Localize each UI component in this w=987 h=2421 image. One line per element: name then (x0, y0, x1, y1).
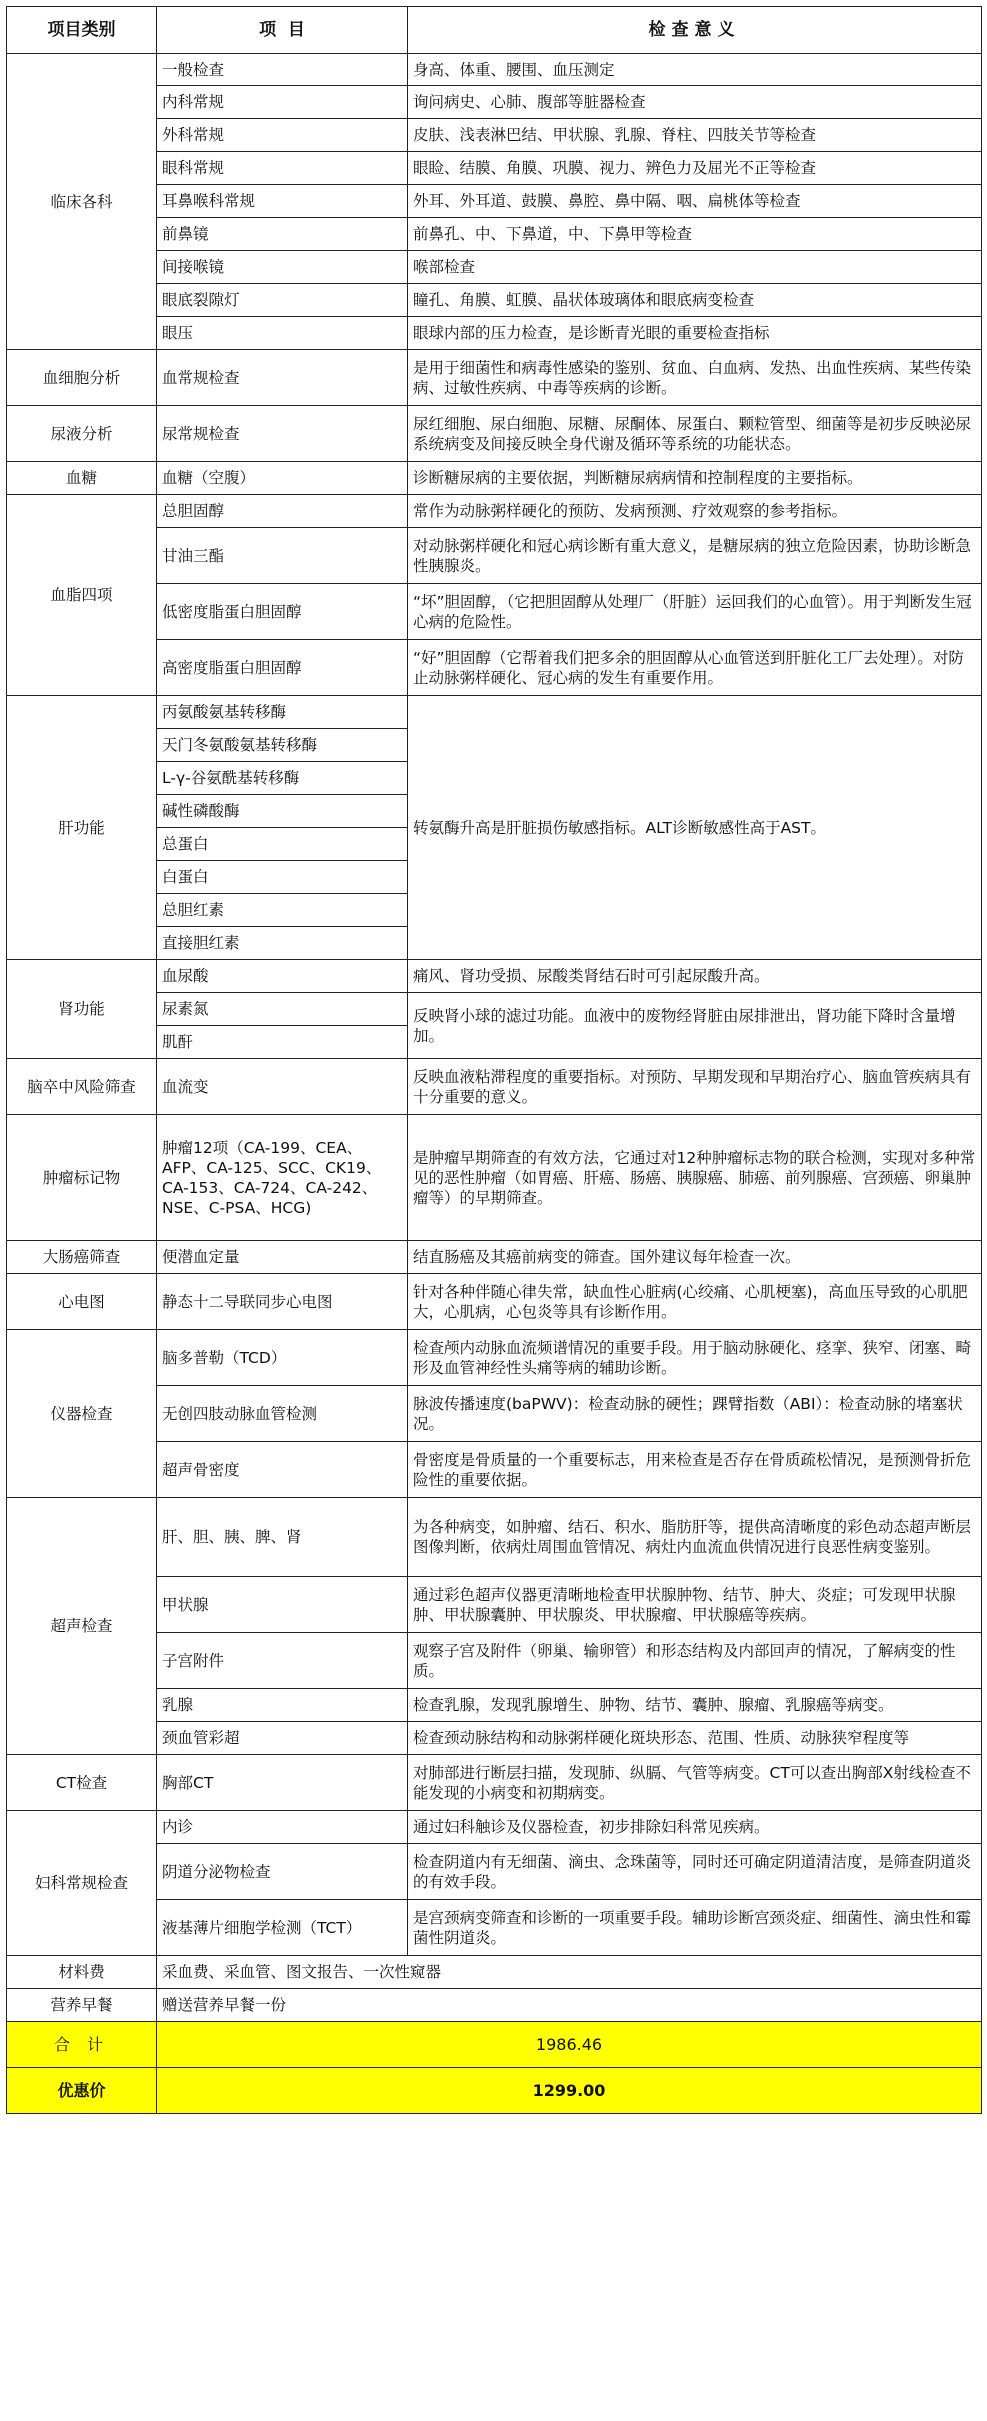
item-cell: 低密度脂蛋白胆固醇 (157, 584, 408, 640)
category-cell: 肿瘤标记物 (7, 1115, 157, 1241)
item-cell: 液基薄片细胞学检测（TCT） (157, 1900, 408, 1956)
meaning-cell: 外耳、外耳道、鼓膜、鼻腔、鼻中隔、咽、扁桃体等检查 (408, 185, 982, 218)
meaning-cell: 反映肾小球的滤过功能。血液中的废物经肾脏由尿排泄出，肾功能下降时含量增加。 (408, 993, 982, 1059)
category-cell: 超声检查 (7, 1498, 157, 1755)
item-cell: 眼科常规 (157, 152, 408, 185)
category-cell: 脑卒中风险筛查 (7, 1059, 157, 1115)
category-cell: 肝功能 (7, 696, 157, 960)
item-cell: 总蛋白 (157, 828, 408, 861)
meaning-cell: 对动脉粥样硬化和冠心病诊断有重大意义，是糖尿病的独立危险因素，协助诊断急性胰腺炎。 (408, 528, 982, 584)
item-cell: 碱性磷酸酶 (157, 795, 408, 828)
meaning-cell: 常作为动脉粥样硬化的预防、发病预测、疗效观察的参考指标。 (408, 495, 982, 528)
meaning-cell: 检查阴道内有无细菌、滴虫、念珠菌等，同时还可确定阴道清洁度，是筛查阴道炎的有效手段。 (408, 1844, 982, 1900)
item-cell: 胸部CT (157, 1755, 408, 1811)
meaning-cell: 身高、体重、腰围、血压测定 (408, 54, 982, 86)
category-cell: 血细胞分析 (7, 350, 157, 406)
item-cell: 肌酐 (157, 1026, 408, 1059)
item-cell: 眼压 (157, 317, 408, 350)
table-row (7, 495, 982, 528)
meaning-cell: 检查乳腺，发现乳腺增生、肿物、结节、囊肿、腺瘤、乳腺癌等病变。 (408, 1689, 982, 1722)
meaning-cell: 是用于细菌性和病毒性感染的鉴别、贫血、白血病、发热、出血性疾病、某些传染病、过敏性疾病、中毒等疾病的诊断。 (408, 350, 982, 406)
item-cell: 直接胆红素 (157, 927, 408, 960)
meaning-cell: 转氨酶升高是肝脏损伤敏感指标。ALT诊断敏感性高于AST。 (408, 696, 982, 960)
item-cell: 便潜血定量 (157, 1241, 408, 1274)
item-cell: 耳鼻喉科常规 (157, 185, 408, 218)
table-row (7, 1330, 982, 1386)
item-cell: 高密度脂蛋白胆固醇 (157, 640, 408, 696)
header-category: 项目类别 (7, 7, 157, 54)
meaning-cell: 诊断糖尿病的主要依据，判断糖尿病病情和控制程度的主要指标。 (408, 462, 982, 495)
item-cell: 无创四肢动脉血管检测 (157, 1386, 408, 1442)
header-row (7, 7, 982, 54)
table-row (7, 1956, 982, 1989)
table-row (7, 1989, 982, 2022)
item-cell: 肝、胆、胰、脾、肾 (157, 1498, 408, 1577)
item-cell: 内科常规 (157, 86, 408, 119)
item-cell: 前鼻镜 (157, 218, 408, 251)
item-cell: 天门冬氨酸氨基转移酶 (157, 729, 408, 762)
meaning-cell: 是肿瘤早期筛查的有效方法，它通过对12种肿瘤标志物的联合检测，实现对多种常见的恶性肿瘤（如胃癌、肝癌、肠癌、胰腺癌、肺癌、前列腺癌、宫颈癌、卵巢肿瘤等）的早期筛查。 (408, 1115, 982, 1241)
item-cell: 血流变 (157, 1059, 408, 1115)
meaning-cell: 痛风、肾功受损、尿酸类肾结石时可引起尿酸升高。 (408, 960, 982, 993)
header-item: 项 目 (157, 7, 408, 54)
meaning-cell: 骨密度是骨质量的一个重要标志，用来检查是否存在骨质疏松情况，是预测骨折危险性的重要依据。 (408, 1442, 982, 1498)
item-cell: 血糖（空腹） (157, 462, 408, 495)
table-row (7, 1755, 982, 1811)
meaning-cell: “坏”胆固醇，（它把胆固醇从处理厂（肝脏）运回我们的心血管）。用于判断发生冠心病的危险性。 (408, 584, 982, 640)
meaning-cell: 结直肠癌及其癌前病变的筛查。国外建议每年检查一次。 (408, 1241, 982, 1274)
discount-value: 1299.00 (157, 2068, 982, 2114)
item-cell: 甘油三酯 (157, 528, 408, 584)
table-row (7, 1115, 982, 1241)
total-row (7, 2022, 982, 2068)
meaning-cell: “好”胆固醇（它帮着我们把多余的胆固醇从心血管送到肝脏化工厂去处理）。对防止动脉粥样硬化、冠心病的发生有重要作用。 (408, 640, 982, 696)
meaning-cell: 脉波传播速度(baPWV)：检查动脉的硬性；踝臂指数（ABI）：检查动脉的堵塞状况。 (408, 1386, 982, 1442)
item-cell: 白蛋白 (157, 861, 408, 894)
meaning-cell: 是宫颈病变筛查和诊断的一项重要手段。辅助诊断宫颈炎症、细菌性、滴虫性和霉菌性阴道炎。 (408, 1900, 982, 1956)
meaning-cell: 检查颈动脉结构和动脉粥样硬化斑块形态、范围、性质、动脉狭窄程度等 (408, 1722, 982, 1755)
table-row (7, 406, 982, 462)
item-cell: 眼底裂隙灯 (157, 284, 408, 317)
item-cell: 阴道分泌物检查 (157, 1844, 408, 1900)
item-cell: 外科常规 (157, 119, 408, 152)
item-cell: 内诊 (157, 1811, 408, 1844)
item-cell: 静态十二导联同步心电图 (157, 1274, 408, 1330)
merged-item-cell: 赠送营养早餐一份 (157, 1989, 982, 2022)
table-row (7, 1059, 982, 1115)
meaning-cell: 眼睑、结膜、角膜、巩膜、视力、辨色力及屈光不正等检查 (408, 152, 982, 185)
item-cell: 间接喉镜 (157, 251, 408, 284)
header-meaning: 检查意义 (408, 7, 982, 54)
table-row (7, 1498, 982, 1577)
meaning-cell: 瞳孔、角膜、虹膜、晶状体玻璃体和眼底病变检查 (408, 284, 982, 317)
category-cell: 妇科常规检查 (7, 1811, 157, 1956)
table-row (7, 1274, 982, 1330)
item-cell: 肿瘤12项（CA-199、CEA、AFP、CA-125、SCC、CK19、CA-153、CA-724、CA-242、NSE、C-PSA、HCG) (157, 1115, 408, 1241)
table-row (7, 350, 982, 406)
item-cell: 总胆红素 (157, 894, 408, 927)
category-cell: 血糖 (7, 462, 157, 495)
meaning-cell: 前鼻孔、中、下鼻道，中、下鼻甲等检查 (408, 218, 982, 251)
table-body (7, 54, 982, 2114)
meaning-cell: 为各种病变，如肿瘤、结石、积水、脂肪肝等，提供高清晰度的彩色动态超声断层图像判断，依病灶周围血管情况、病灶内血流血供情况进行良恶性病变鉴别。 (408, 1498, 982, 1577)
category-cell: 肾功能 (7, 960, 157, 1059)
category-cell: 临床各科 (7, 54, 157, 350)
total-value: 1986.46 (157, 2022, 982, 2068)
table-row (7, 960, 982, 993)
meaning-cell: 眼球内部的压力检查，是诊断青光眼的重要检查指标 (408, 317, 982, 350)
item-cell: 血尿酸 (157, 960, 408, 993)
category-cell: 材料费 (7, 1956, 157, 1989)
category-cell: 大肠癌筛查 (7, 1241, 157, 1274)
item-cell: 尿常规检查 (157, 406, 408, 462)
meaning-cell: 尿红细胞、尿白细胞、尿糖、尿酮体、尿蛋白、颗粒管型、细菌等是初步反映泌尿系统病变及间接反映全身代谢及循环等系统的功能状态。 (408, 406, 982, 462)
item-cell: 总胆固醇 (157, 495, 408, 528)
meaning-cell: 对肺部进行断层扫描，发现肺、纵膈、气管等病变。CT可以查出胸部X射线检查不能发现的小病变和初期病变。 (408, 1755, 982, 1811)
item-cell: 子宫附件 (157, 1633, 408, 1689)
category-cell: 仪器检查 (7, 1330, 157, 1498)
meaning-cell: 通过彩色超声仪器更清晰地检查甲状腺肿物、结节、肿大、炎症；可发现甲状腺肿、甲状腺囊肿、甲状腺炎、甲状腺瘤、甲状腺癌等疾病。 (408, 1577, 982, 1633)
item-cell: 尿素氮 (157, 993, 408, 1026)
item-cell: 甲状腺 (157, 1577, 408, 1633)
table-row (7, 462, 982, 495)
item-cell: L-γ-谷氨酰基转移酶 (157, 762, 408, 795)
discount-row (7, 2068, 982, 2114)
category-cell: 营养早餐 (7, 1989, 157, 2022)
discount-label: 优惠价 (7, 2068, 157, 2114)
meaning-cell: 喉部检查 (408, 251, 982, 284)
category-cell: CT检查 (7, 1755, 157, 1811)
meaning-cell: 针对各种伴随心律失常，缺血性心脏病(心绞痛、心肌梗塞)，高血压导致的心肌肥大，心肌病，心包炎等具有诊断作用。 (408, 1274, 982, 1330)
table-row (7, 1241, 982, 1274)
meaning-cell: 反映血液粘滞程度的重要指标。对预防、早期发现和早期治疗心、脑血管疾病具有十分重要的意义。 (408, 1059, 982, 1115)
item-cell: 超声骨密度 (157, 1442, 408, 1498)
merged-item-cell: 采血费、采血管、图文报告、一次性窥器 (157, 1956, 982, 1989)
table-row (7, 1811, 982, 1844)
item-cell: 乳腺 (157, 1689, 408, 1722)
meaning-cell: 皮肤、浅表淋巴结、甲状腺、乳腺、脊柱、四肢关节等检查 (408, 119, 982, 152)
meaning-cell: 询问病史、心肺、腹部等脏器检查 (408, 86, 982, 119)
table-row (7, 696, 982, 729)
item-cell: 颈血管彩超 (157, 1722, 408, 1755)
category-cell: 心电图 (7, 1274, 157, 1330)
exam-table (6, 6, 982, 2114)
meaning-cell: 检查颅内动脉血流频谱情况的重要手段。用于脑动脉硬化、痉挛、狭窄、闭塞、畸形及血管神经性头痛等病的辅助诊断。 (408, 1330, 982, 1386)
meaning-cell: 通过妇科触诊及仪器检查，初步排除妇科常见疾病。 (408, 1811, 982, 1844)
total-label: 合 计 (7, 2022, 157, 2068)
category-cell: 血脂四项 (7, 495, 157, 696)
item-cell: 脑多普勒（TCD） (157, 1330, 408, 1386)
item-cell: 一般检查 (157, 54, 408, 86)
item-cell: 血常规检查 (157, 350, 408, 406)
meaning-cell: 观察子宫及附件（卵巢、输卵管）和形态结构及内部回声的情况，了解病变的性质。 (408, 1633, 982, 1689)
table-row (7, 54, 982, 86)
item-cell: 丙氨酸氨基转移酶 (157, 696, 408, 729)
category-cell: 尿液分析 (7, 406, 157, 462)
